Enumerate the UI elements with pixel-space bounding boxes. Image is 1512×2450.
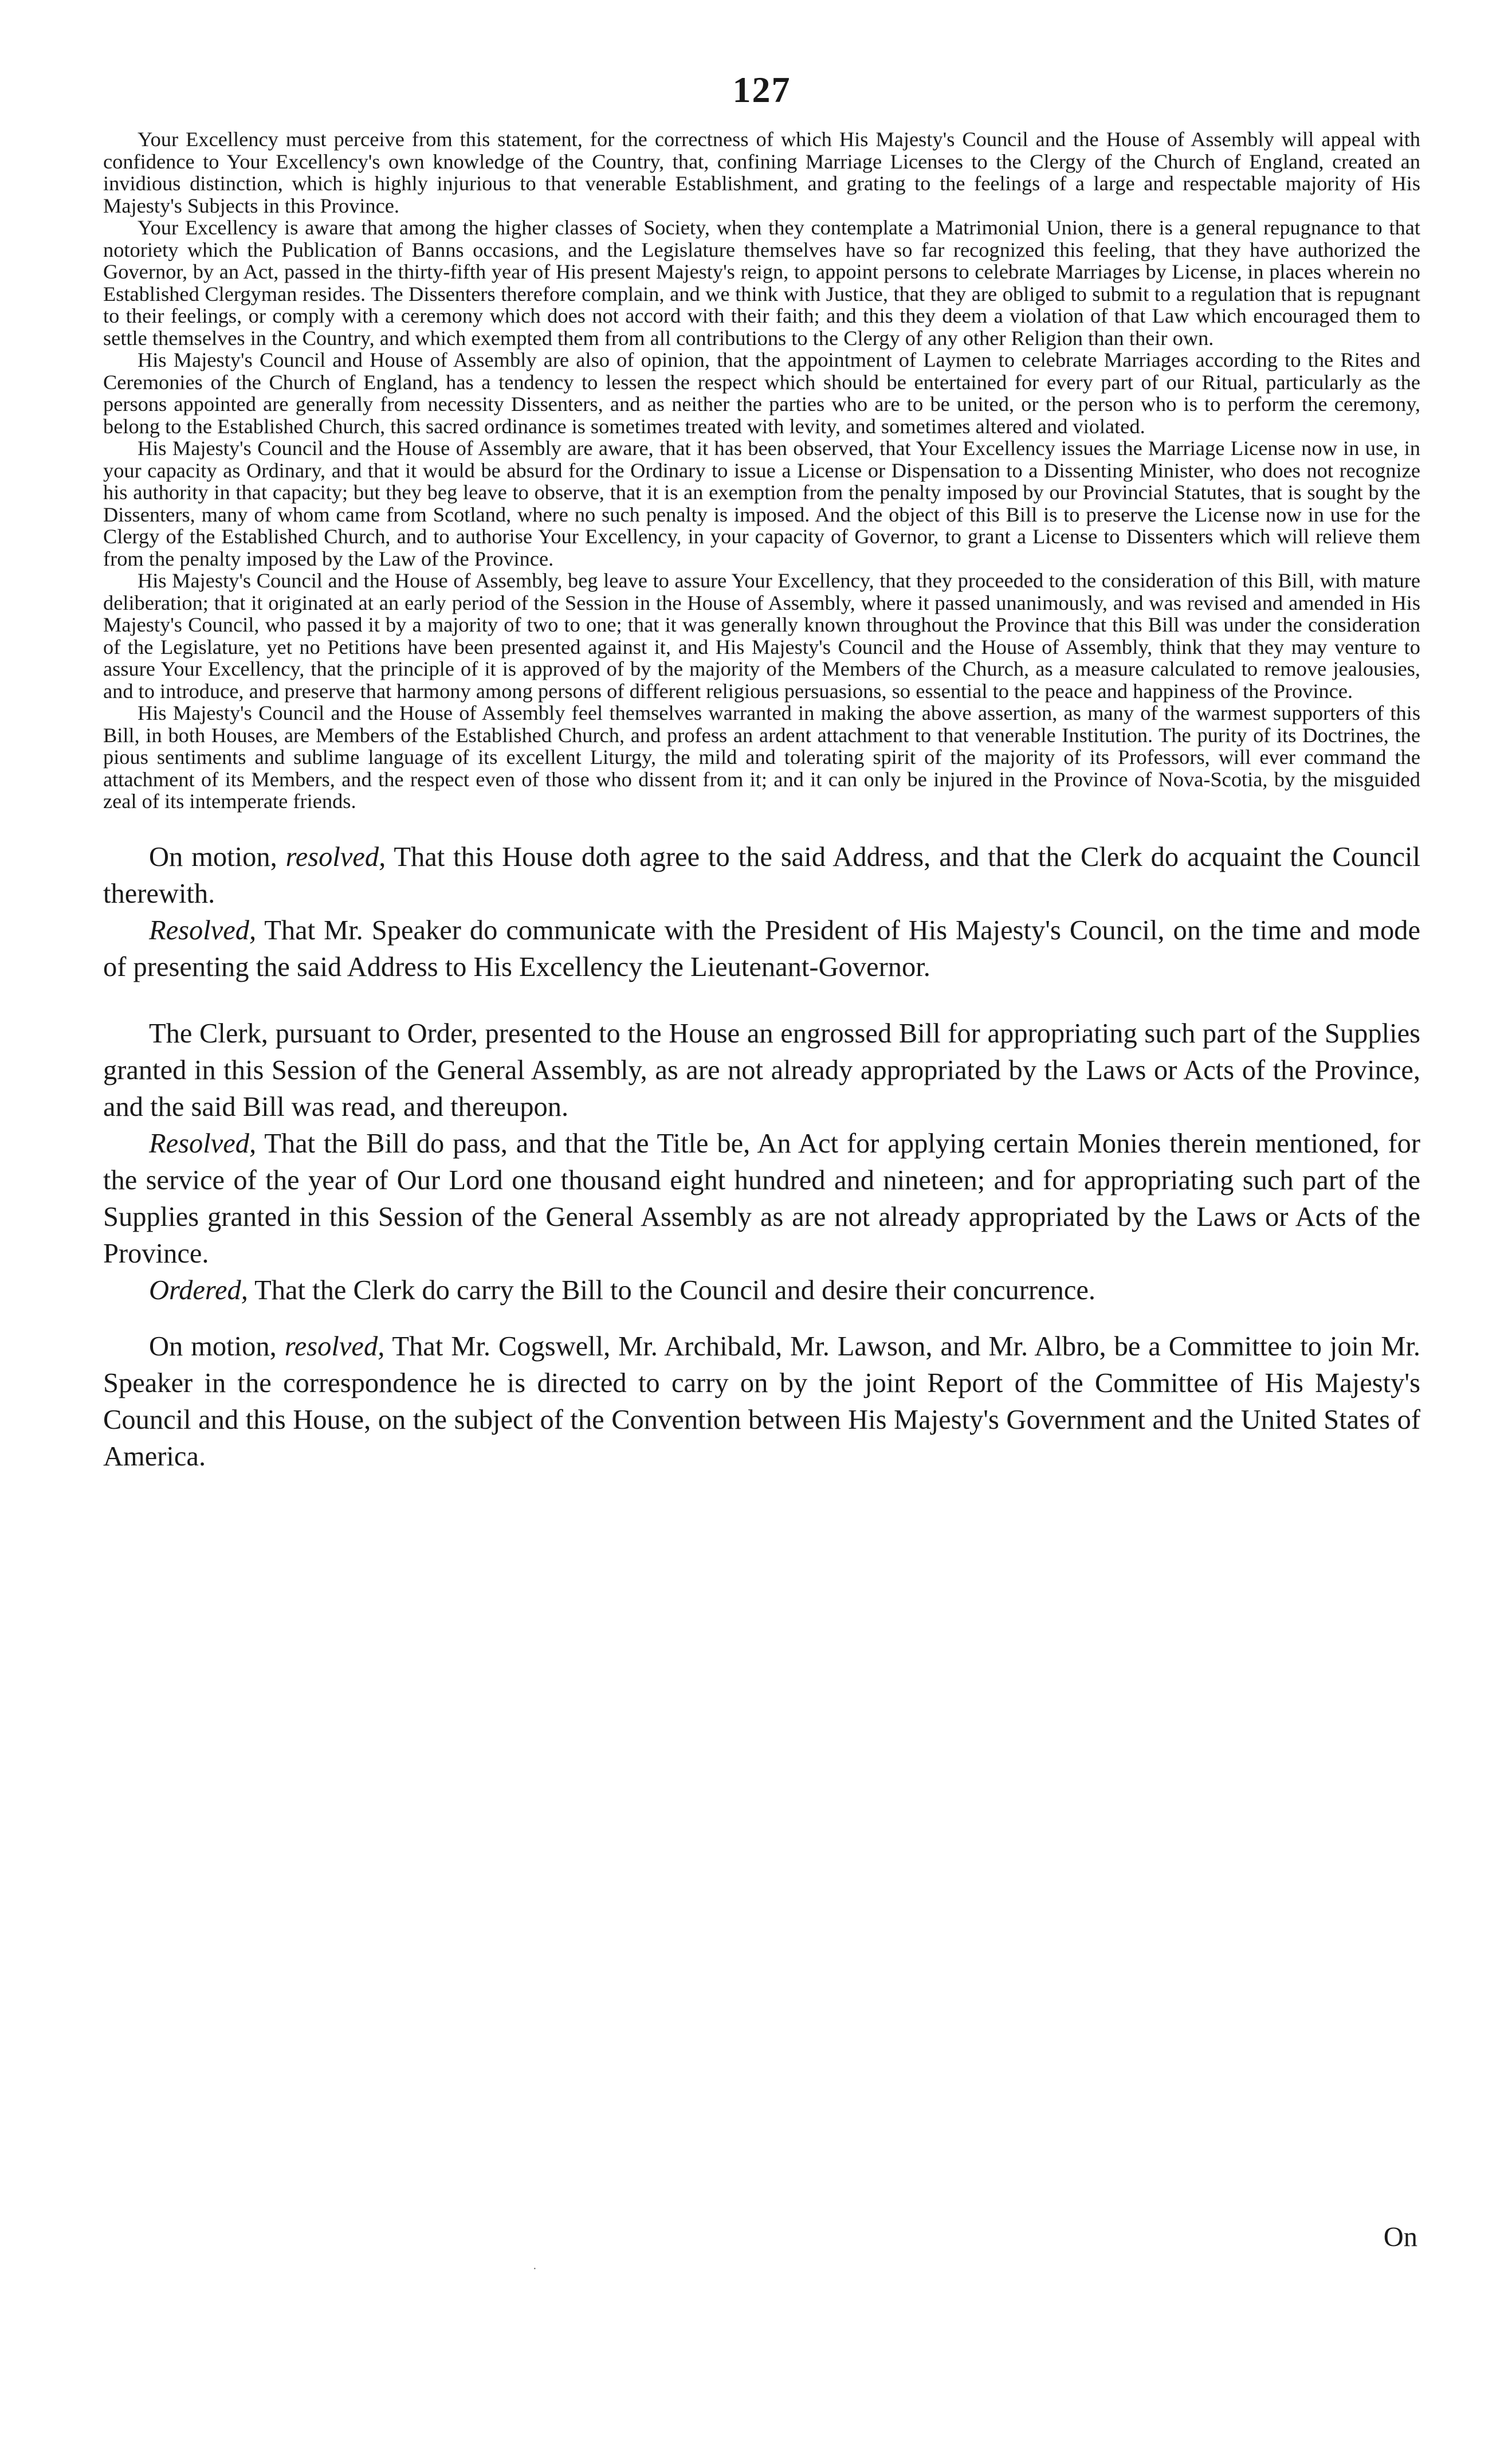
address-paragraph: His Majesty's Council and the House of Assembly are aware, that it has been observed, that Your Excellency issues the Marriage License now in use, in your capacity as Ordinary, and that it would be absurd for the Ordinary to issue a License or Dispensation to a Dissenting Minister, who does not recognize his authority in that capacity; but they beg leave to observe, that it is an exemption from the penalty imposed by our Provincial Statutes, that is sought by the Dissenters, many of whom came from Scotland, where no such penalty is imposed. And the object of this Bill is to preserve the License now in use for the Clergy of the Established Church, and to authorise Your Excellency, in your capacity of Governor, to grant a License to Dissenters which will relieve them from the penalty imposed by the Law of the Province.	[103, 437, 1420, 570]
address-paragraph: His Majesty's Council and House of Assembly are also of opinion, that the appointment of Laymen to celebrate Marriages according to the Rites and Ceremonies of the Church of England, has a tendency to lessen the respect which should be entertained for every part of our Ritual, particularly as the persons appointed are generally from necessity Dissenters, and as neither the parties who are to be united, or the person who is to perform the ceremony, belong to the Established Church, this sacred ordinance is sometimes treated with levity, and sometimes altered and violated.	[103, 348, 1420, 438]
proceedings-section-2	[103, 1016, 1420, 1309]
address-paragraph: Your Excellency is aware that among the higher classes of Society, when they contemplate a Matrimonial Union, there is a general repugnance to that notoriety which the Publication of Banns occasions, and the Legislature themselves have so far recognized this feeling, that they have authorized the Governor, by an Act, passed in the thirty-fifth year of His present Majesty's reign, to appoint persons to celebrate Marriages by License, in places wherein no Established Clergyman resides. The Dissenters therefore complain, and we think with Justice, that they are obliged to submit to a regulation that is repugnant to their feelings, or comply with a ceremony which does not accord with their faith; and this they deem a violation of that Law which encouraged them to settle themselves in the Country, and which exempted them from all contributions to the Clergy of any other Religion than their own.	[103, 216, 1420, 350]
proceeding-paragraph: On motion, resolved, That this House doth agree to the said Address, and that the Clerk do acquaint the Council therewith.	[103, 841, 1420, 909]
proceeding-paragraph: On motion, resolved, That Mr. Cogswell, Mr. Archibald, Mr. Lawson, and Mr. Albro, be a Committee to join Mr. Speaker in the correspondence he is directed to carry on by the joint Report of the Committee of His Majesty's Council and this House, on the subject of the Convention between His Majesty's Government and the United States of America.	[103, 1331, 1420, 1472]
proceedings-section-1	[103, 839, 1420, 986]
address-paragraph: Your Excellency must perceive from this statement, for the correctness of which His Majesty's Council and the House of Assembly will appeal with confidence to Your Excellency's own knowledge of the Country, that, confining Marriage Licenses to the Clergy of the Church of England, created an invidious distinction, which is highly injurious to that venerable Establishment, and grating to the feelings of a large and respectable majority of His Majesty's Subjects in this Province.	[103, 128, 1420, 217]
proceeding-paragraph: Resolved, That Mr. Speaker do communicate with the President of His Majesty's Council, on the time and mode of presenting the said Address to His Excellency the Lieutenant-Governor.	[103, 915, 1420, 982]
proceeding-paragraph: Ordered, That the Clerk do carry the Bill to the Council and desire their concurrence.	[149, 1275, 1096, 1306]
address-text	[103, 128, 1420, 813]
proceedings-section-3	[103, 1328, 1420, 1475]
proceeding-paragraph: Resolved, That the Bill do pass, and that the Title be, An Act for applying certain Monies therein mentioned, for the service of the year of Our Lord one thousand eight hundred and nineteen; and for appropriating such part of the Supplies granted in this Session of the General Assembly as are not already appropriated by the Laws or Acts of the Province.	[103, 1128, 1420, 1269]
footer-mark: ·	[533, 2263, 537, 2275]
catchword: On	[1383, 2222, 1417, 2252]
proceeding-paragraph: The Clerk, pursuant to Order, presented to the House an engrossed Bill for appropriating such part of the Supplies granted in this Session of the General Assembly, as are not already appropriated by the Laws or Acts of the Province, and the said Bill was read, and thereupon.	[103, 1018, 1420, 1122]
address-paragraph: His Majesty's Council and the House of Assembly, beg leave to assure Your Excellency, that they proceeded to the consideration of this Bill, with mature deliberation; that it originated at an early period of the Session in the House of Assembly, where it passed unanimously, and was revised and amended in His Majesty's Council, who passed it by a majority of two to one; that it was generally known throughout the Province that this Bill was under the consideration of the Legislature, yet no Petitions have been presented against it, and His Majesty's Council and the House of Assembly, think that they may venture to assure Your Excellency, that the principle of it is approved of by the majority of the Members of the Church, as a measure calculated to remove jealousies, and to introduce, and preserve that harmony among persons of different religious persuasions, so essential to the peace and happiness of the Province.	[103, 569, 1420, 703]
page-number: 127	[732, 69, 791, 110]
address-paragraph: His Majesty's Council and the House of Assembly feel themselves warranted in making the above assertion, as many of the warmest supporters of this Bill, in both Houses, are Members of the Established Church, and profess an ardent attachment to that venerable Institution. The purity of its Doctrines, the pious sentiments and sublime language of its excellent Liturgy, the mild and tolerating spirit of the majority of its Professors, will ever command the attachment of its Members, and the respect even of those who dissent from it; and it can only be injured in the Province of Nova-Scotia, by the misguided zeal of its intemperate friends.	[103, 701, 1420, 813]
